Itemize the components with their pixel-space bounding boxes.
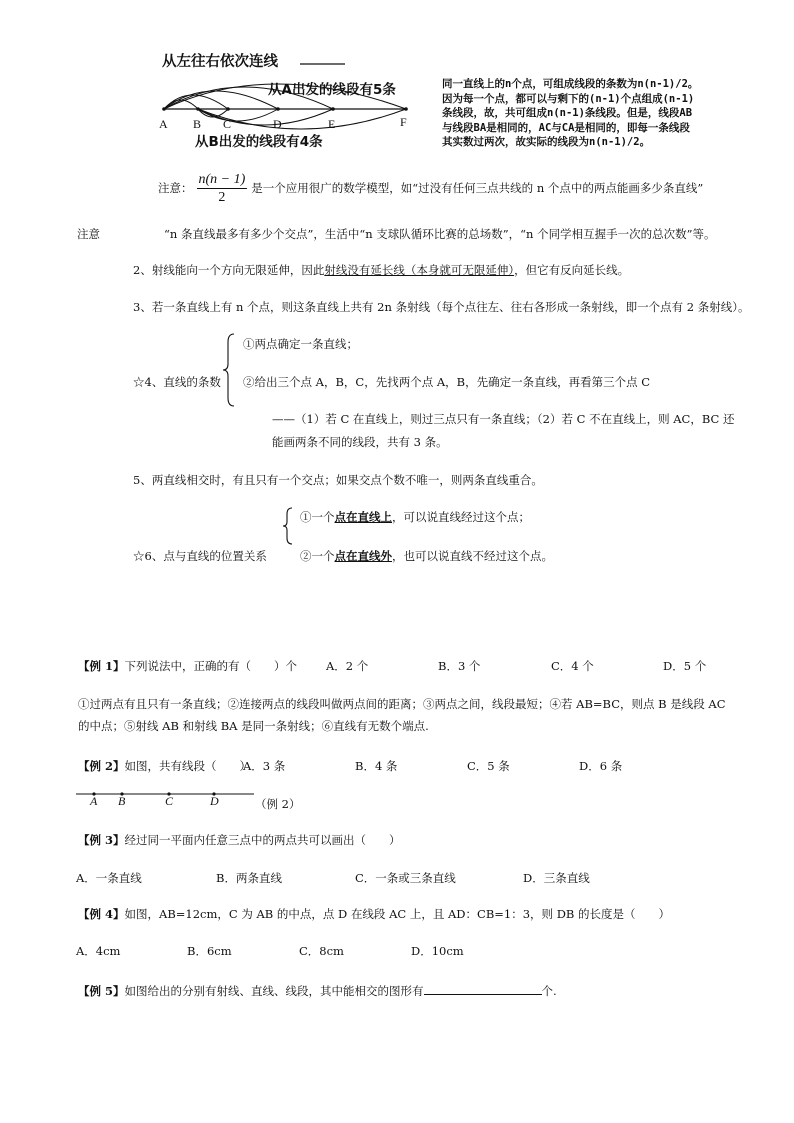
example-1-statements-1: ①过两点有且只有一条直线；②连接两点的线段叫做两点间的距离；③两点之间，线段最短；④若 AB=BC，则点 B 是线段 AC <box>78 697 726 711</box>
example-3-tag: 【例 3】 <box>78 833 125 847</box>
example-5-text: 如图给出的分别有射线、直线、线段，其中能相交的图形有 <box>124 984 424 998</box>
item-6-brace <box>282 506 294 546</box>
example-5-answer-blank[interactable] <box>424 982 542 995</box>
explanation-line: 条线段，故，共可组成n(n-1)条线段。但是，线段AB <box>442 107 693 119</box>
example-2-option-b[interactable]: B．4 条 <box>355 759 398 773</box>
fraction <box>197 171 248 206</box>
example-4-option-a[interactable]: A．4cm <box>76 944 121 958</box>
note-text: 是一个应用很广的数学模型，如“过没有任何三点共线的 n 个点中的两点能画多少条直线” <box>251 181 704 195</box>
example-3-option-a[interactable]: A．一条直线 <box>76 871 142 885</box>
example-2-point-b: B <box>118 794 126 808</box>
item-4-label: ☆4、直线的条数 <box>133 375 221 389</box>
explanation-line: 因为每一个点，都可以与剩下的(n-1)个点组成(n-1) <box>442 92 695 105</box>
item-4-line-4: 能画两条不同的线段，共有 3 条。 <box>272 435 448 449</box>
example-3-question <box>78 832 401 848</box>
example-5-tag: 【例 5】 <box>78 984 125 998</box>
example-3-option-d[interactable]: D．三条直线 <box>523 871 590 885</box>
example-1-option-b[interactable]: B．3 个 <box>438 659 481 673</box>
point-label-a: A <box>159 117 168 131</box>
example-5-end: 个. <box>541 984 557 998</box>
item-5: 5、两直线相交时，有且只有一个交点；如果交点个数不唯一，则两条直线重合。 <box>133 473 543 487</box>
item-2-text: 2、射线能向一个方向无限延伸，因此 <box>133 263 325 277</box>
item-2-tail: ，但它有反向延长线。 <box>514 263 630 277</box>
example-4-text: 如图，AB=12cm，C 为 AB 的中点，点 D 在线段 AC 上，且 AD：CB=1：3，则 DB 的长度是（ ） <box>124 907 671 921</box>
example-1-question <box>78 658 297 674</box>
label-from-b: 从B出发的线段有4条 <box>195 134 323 150</box>
item-2-underlined: 射线没有延长线（本身就可无限延伸） <box>324 263 515 277</box>
label-from-a: 从A出发的线段有5条 <box>268 82 396 98</box>
explanation-line: 同一直线上的n个点，可组成线段的条数为n(n-1)/2。 <box>442 78 699 90</box>
item-6-2-b: 点在直线外 <box>334 549 392 563</box>
example-2-text: 如图，共有线段（ ） <box>124 759 252 773</box>
item-3: 3、若一条直线上有 n 个点，则这条直线上共有 2n 条射线（每个点往左、往右各形成一条射线，即一个点有 2 条射线）。 <box>133 300 750 314</box>
example-1-option-d[interactable]: D．5 个 <box>663 659 707 673</box>
example-4-option-b[interactable]: B．6cm <box>187 944 232 958</box>
note-label: 注意 <box>77 227 100 241</box>
example-1-option-c[interactable]: C．4 个 <box>551 659 594 673</box>
item-6-2-a: ②一个 <box>300 549 335 563</box>
point-label-c: C <box>223 117 232 131</box>
example-2-point-d: D <box>210 794 219 808</box>
point-label-d: D <box>273 117 282 131</box>
example-3-option-c[interactable]: C．一条或三条直线 <box>355 871 456 885</box>
fraction-denominator: 2 <box>218 189 226 205</box>
example-2-question <box>78 758 251 774</box>
item-4-brace <box>222 332 238 408</box>
item-6-1-a: ①一个 <box>300 510 335 524</box>
item-6-2-c: ，也可以说直线不经过这个点。 <box>392 549 553 563</box>
example-2-tag: 【例 2】 <box>78 759 125 773</box>
note-prefix: 注意： <box>158 181 193 195</box>
item-6-line-2 <box>300 548 553 564</box>
fraction-numerator: n(n − 1) <box>198 171 246 187</box>
example-5-question <box>78 982 557 999</box>
item-2 <box>133 262 629 278</box>
point-label-f: F <box>400 115 407 129</box>
item-4-line-3: ——（1）若 C 在直线上，则过三点只有一条直线；（2）若 C 不在直线上，则 AC，BC 还 <box>272 412 735 426</box>
item-4-line-1: ①两点确定一条直线； <box>243 337 358 351</box>
example-4-option-d[interactable]: D．10cm <box>411 944 464 958</box>
explanation-line: 与线段BA是相同的，AC与CA是相同的，即每一条线段 <box>442 121 690 134</box>
example-1-text: 下列说法中，正确的有（ ）个 <box>124 659 298 673</box>
explanation-block <box>442 77 698 150</box>
example-1-tag: 【例 1】 <box>78 659 125 673</box>
example-4-option-c[interactable]: C．8cm <box>299 944 344 958</box>
example-4-tag: 【例 4】 <box>78 907 125 921</box>
explanation-line: 其实数过两次，故实际的线段为n(n-1)/2。 <box>442 136 651 148</box>
example-1-option-a[interactable]: A．2 个 <box>326 659 369 673</box>
example-2-caption: （例 2） <box>255 797 301 811</box>
example-2-option-c[interactable]: C．5 条 <box>467 759 510 773</box>
note-text-2: “n 条直线最多有多少个交点”，生活中“n 支球队循环比赛的总场数”，“n 个同学相互握手一次的总次数”等。 <box>164 227 716 241</box>
figure-title: 从左往右依次连线 <box>162 54 278 70</box>
example-1-statements-2: 的中点；⑤射线 AB 和射线 BA 是同一条射线；⑥直线有无数个端点. <box>78 719 429 733</box>
example-3-text: 经过同一平面内任意三点中的两点共可以画出（ ） <box>124 833 401 847</box>
item-6-label: ☆6、点与直线的位置关系 <box>133 549 267 563</box>
point-label-e: E <box>328 117 336 131</box>
example-2-option-a[interactable]: A．3 条 <box>243 759 286 773</box>
item-6-line-1 <box>300 509 530 525</box>
example-2-option-d[interactable]: D．6 条 <box>579 759 623 773</box>
item-4-line-2: ②给出三个点 A，B，C，先找两个点 A，B，先确定一条直线，再看第三个点 C <box>243 375 651 389</box>
point-label-b: B <box>193 117 202 131</box>
note-line <box>158 168 703 208</box>
example-3-option-b[interactable]: B．两条直线 <box>216 871 282 885</box>
example-4-question <box>78 906 670 922</box>
item-6-1-c: ，可以说直线经过这个点； <box>392 510 530 524</box>
example-2-point-c: C <box>165 794 174 808</box>
example-2-point-a: A <box>90 794 98 808</box>
item-6-1-b: 点在直线上 <box>334 510 392 524</box>
